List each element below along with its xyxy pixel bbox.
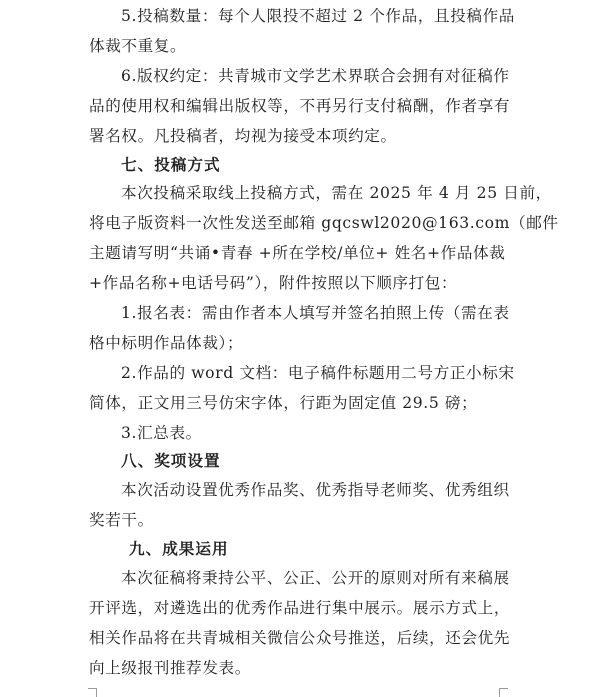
section-heading: 七、投稿方式 — [121, 156, 221, 174]
text-line: 6.版权约定：共青城市文学艺术界联合会拥有对征稿作 — [121, 67, 510, 85]
section-heading: 八、奖项设置 — [121, 452, 221, 470]
text-line: 署名权。凡投稿者，均视为接受本项约定。 — [89, 127, 397, 145]
text-line: 开评选，对遴选出的优秀作品进行集中展示。展示方式上， — [89, 599, 511, 617]
text-line: 将电子版资料一次性发送至邮箱 gqcswl2020@163.com（邮件 — [89, 214, 559, 232]
section-heading: 九、成果运用 — [129, 540, 229, 558]
text-line: 3.汇总表。 — [121, 424, 202, 442]
text-line: 1.报名表：需由作者本人填写并签名拍照上传（需在表 — [121, 304, 510, 322]
text-line: 本次投稿采取线上投稿方式，需在 2025 年 4 月 25 日前， — [121, 184, 552, 202]
text-line: 简体，正文用三号仿宋字体，行距为固定值 29.5 磅； — [89, 394, 478, 412]
page-corner-mark-left — [88, 688, 97, 697]
page-corner-mark-right — [499, 688, 508, 697]
text-line: +作品名称+电话号码”），附件按照以下顺序打包： — [89, 274, 458, 292]
text-line: 本次征稿将秉持公平、公正、公开的原则对所有来稿展 — [121, 569, 510, 587]
text-line: 奖若干。 — [89, 511, 154, 529]
text-line: 2.作品的 word 文档：电子稿件标题用二号方正小标宋 — [121, 364, 515, 382]
text-line: 相关作品将在共青城相关微信公众号推送，后续，还会优先 — [89, 629, 511, 647]
text-line: 本次活动设置优秀作品奖、优秀指导老师奖、优秀组织 — [121, 481, 510, 499]
text-line: 主题请写明“共诵•青春 +所在学校/单位+ 姓名+作品体裁 — [89, 244, 506, 262]
text-line: 格中标明作品体裁）； — [89, 334, 244, 352]
text-line: 向上级报刊推荐发表。 — [89, 659, 251, 677]
text-line: 品的使用权和编辑出版权等，不再另行支付稿酬，作者享有 — [89, 97, 511, 115]
text-line: 5.投稿数量：每个人限投不超过 2 个作品，且投稿作品 — [121, 7, 515, 25]
text-line: 体裁不重复。 — [89, 37, 187, 55]
